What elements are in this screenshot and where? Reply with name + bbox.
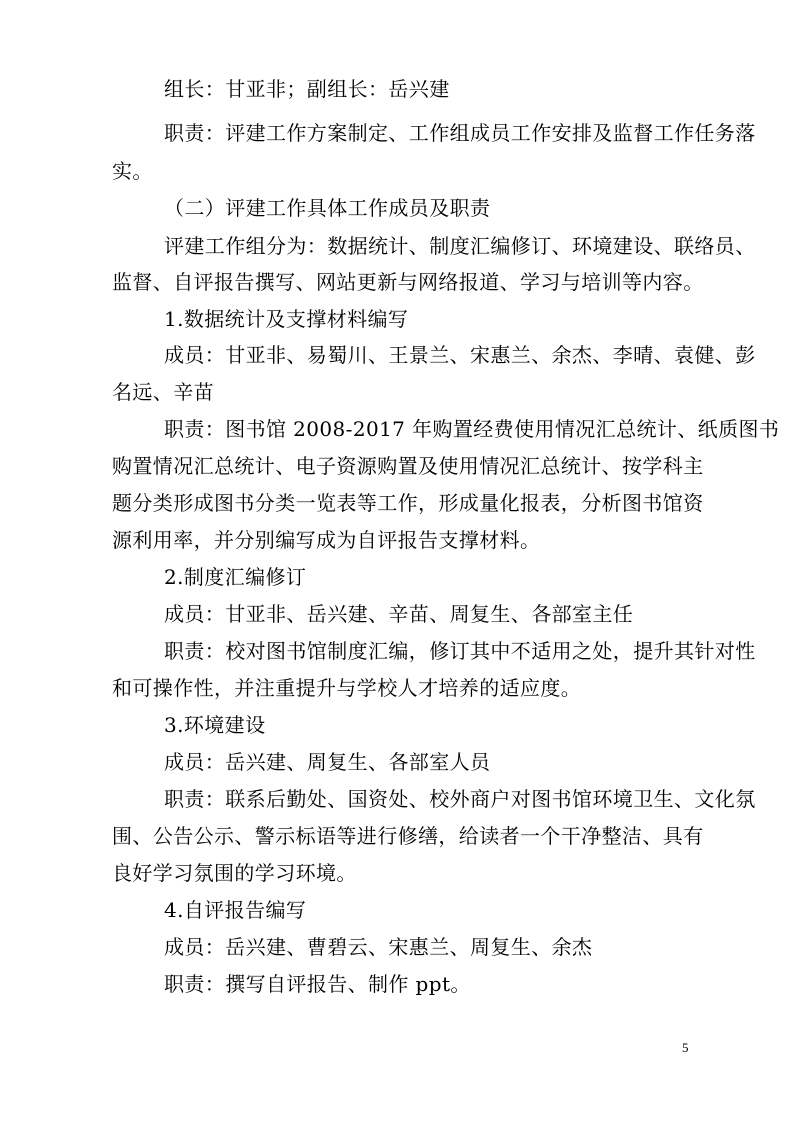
regulations-duty-line: 职责：校对图书馆制度汇编，修订其中不适用之处，提升其针对性 <box>164 639 756 663</box>
environment-duty-line-3: 良好学习氛围的学习环境。 <box>112 861 357 885</box>
section-intro-continuation: 监督、自评报告撰写、网站更新与网络报道、学习与培训等内容。 <box>112 270 704 294</box>
leader-duty-continuation: 实。 <box>112 159 153 183</box>
statistics-members-continuation: 名远、辛苗 <box>112 380 214 404</box>
subsection-heading-statistics: 1.数据统计及支撑材料编写 <box>164 307 409 331</box>
leader-duty-line: 职责：评建工作方案制定、工作组成员工作安排及监督工作任务落 <box>164 121 756 145</box>
statistics-members-line: 成员：甘亚非、易蜀川、王景兰、宋惠兰、余杰、李晴、袁健、彭 <box>164 343 756 367</box>
environment-members-line: 成员：岳兴建、周复生、各部室人员 <box>164 750 491 774</box>
subsection-heading-environment: 3.环境建设 <box>164 713 266 737</box>
regulations-members-line: 成员：甘亚非、岳兴建、辛苗、周复生、各部室主任 <box>164 602 634 626</box>
subsection-heading-regulations: 2.制度汇编修订 <box>164 565 307 589</box>
section-heading: （二）评建工作具体工作成员及职责 <box>164 196 491 220</box>
statistics-duty-line-4: 源利用率，并分别编写成为自评报告支撑材料。 <box>112 528 541 552</box>
statistics-duty-line-2: 购置情况汇总统计、电子资源购置及使用情况汇总统计、按学科主 <box>112 454 704 478</box>
statistics-duty-line: 职责：图书馆 2008-2017 年购置经费使用情况汇总统计、纸质图书 <box>164 417 780 441</box>
regulations-duty-continuation: 和可操作性，并注重提升与学校人才培养的适应度。 <box>112 676 582 700</box>
environment-duty-line-2: 围、公告公示、警示标语等进行修缮，给读者一个干净整洁、具有 <box>112 824 704 848</box>
subsection-heading-self-report: 4.自评报告编写 <box>164 898 307 922</box>
section-intro-line: 评建工作组分为：数据统计、制度汇编修订、环境建设、联络员、 <box>164 234 756 258</box>
self-report-members-line: 成员：岳兴建、曹碧云、宋惠兰、周复生、余杰 <box>164 935 593 959</box>
self-report-duty-line: 职责：撰写自评报告、制作 ppt。 <box>164 972 471 996</box>
statistics-duty-line-3: 题分类形成图书分类一览表等工作，形成量化报表，分析图书馆资 <box>112 491 704 515</box>
environment-duty-line: 职责：联系后勤处、国资处、校外商户对图书馆环境卫生、文化氛 <box>164 787 756 811</box>
page-number: 5 <box>682 1040 689 1055</box>
group-leader-line: 组长：甘亚非；副组长：岳兴建 <box>164 77 450 101</box>
